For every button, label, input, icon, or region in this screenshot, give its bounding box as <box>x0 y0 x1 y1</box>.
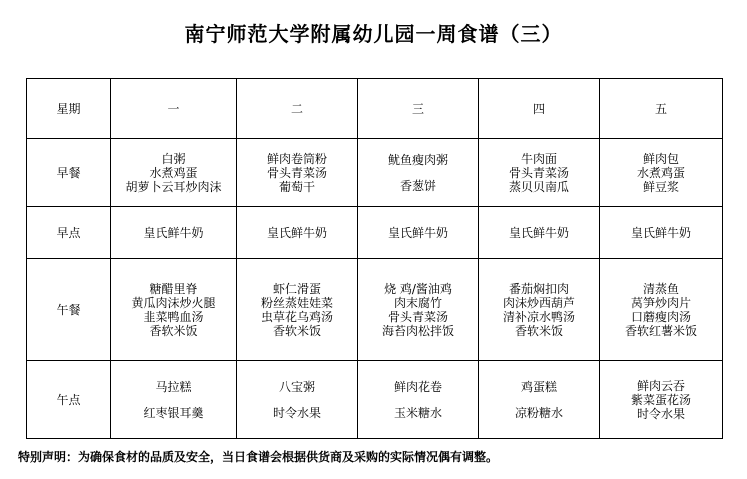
menu-cell <box>237 361 358 439</box>
corner-cell: 星期 <box>27 79 111 139</box>
dish: 马拉糕 <box>155 379 192 394</box>
row-label-breakfast: 早餐 <box>27 139 111 207</box>
dish: 香软红薯米饭 <box>624 323 697 338</box>
dish: 海苔肉松拌饭 <box>381 323 454 338</box>
dish: 玉米糖水 <box>393 405 442 420</box>
dish: 皇氏鲜牛奶 <box>630 225 691 240</box>
row-label-lunch: 午餐 <box>27 259 111 361</box>
dish: 糖醋里脊 <box>149 281 198 296</box>
dish: 鲜肉卷筒粉 <box>266 151 327 166</box>
dish: 胡萝卜云耳炒肉沫 <box>125 179 222 194</box>
dish: 骨头青菜汤 <box>266 165 327 180</box>
dish: 香软米饭 <box>514 323 563 338</box>
dish: 肉末腐竹 <box>393 295 442 310</box>
menu-cell <box>600 139 723 207</box>
dish: 凉粉糖水 <box>514 405 563 420</box>
breakfast-row <box>27 139 723 207</box>
menu-cell <box>237 207 358 259</box>
weekly-menu-table <box>26 78 723 439</box>
dish: 虫草花乌鸡汤 <box>260 309 333 324</box>
special-notice: 特别声明：为确保食材的品质及安全，当日食谱会根据供货商及采购的实际情况偶有调整。 <box>18 450 499 464</box>
morning-snack-row <box>27 207 723 259</box>
dish: 葡萄干 <box>278 179 315 194</box>
dish: 红枣银耳羹 <box>143 405 204 420</box>
dish: 皇氏鲜牛奶 <box>387 225 448 240</box>
dish: 香软米饭 <box>272 323 321 338</box>
menu-cell <box>111 361 237 439</box>
dish: 清补凉水鸭汤 <box>502 309 575 324</box>
afternoon-snack-row <box>27 361 723 439</box>
menu-cell <box>111 207 237 259</box>
page-title: 南宁师范大学附属幼儿园一周食谱（三） <box>184 22 563 46</box>
day-header-tue: 二 <box>237 79 358 139</box>
dish: 鱿鱼瘦肉粥 <box>387 152 448 167</box>
day-header-mon: 一 <box>111 79 237 139</box>
dish: 鸡蛋糕 <box>520 379 557 394</box>
dish: 牛肉面 <box>520 151 557 166</box>
menu-cell <box>479 361 600 439</box>
menu-cell <box>358 139 479 207</box>
dish: 时令水果 <box>272 405 321 420</box>
dish: 蒸贝贝南瓜 <box>508 179 569 194</box>
header-row <box>27 79 723 139</box>
row-label-afternoon-snack: 午点 <box>27 361 111 439</box>
dish: 口蘑瘦肉汤 <box>630 309 691 324</box>
dish: 鲜豆浆 <box>642 179 679 194</box>
dish: 粉丝蒸娃娃菜 <box>260 295 333 310</box>
menu-cell <box>358 361 479 439</box>
day-header-fri: 五 <box>600 79 723 139</box>
dish: 白粥 <box>161 151 186 166</box>
menu-cell <box>600 361 723 439</box>
dish: 黄瓜肉沫炒火腿 <box>131 295 216 310</box>
dish: 鲜肉云吞 <box>636 378 685 393</box>
dish: 皇氏鲜牛奶 <box>508 225 569 240</box>
menu-cell <box>358 259 479 361</box>
menu-cell <box>479 207 600 259</box>
menu-cell <box>358 207 479 259</box>
menu-cell <box>111 139 237 207</box>
dish: 水煮鸡蛋 <box>149 165 198 180</box>
dish: 水煮鸡蛋 <box>636 165 685 180</box>
menu-cell <box>479 259 600 361</box>
day-header-wed: 三 <box>358 79 479 139</box>
dish: 肉沫炒西葫芦 <box>502 295 575 310</box>
dish: 虾仁滑蛋 <box>272 281 321 296</box>
dish: 烧 鸡/酱油鸡 <box>384 281 452 296</box>
dish: 鲜肉包 <box>642 151 679 166</box>
dish: 香软米饭 <box>149 323 198 338</box>
dish: 韭菜鸭血汤 <box>143 309 204 324</box>
dish: 香葱饼 <box>399 178 436 193</box>
dish: 八宝粥 <box>278 379 315 394</box>
menu-cell <box>237 139 358 207</box>
dish: 骨头青菜汤 <box>387 309 448 324</box>
dish: 时令水果 <box>636 406 685 421</box>
dish: 皇氏鲜牛奶 <box>143 225 204 240</box>
dish: 番茄焖扣肉 <box>508 281 569 296</box>
dish: 鲜肉花卷 <box>393 379 442 394</box>
dish: 莴笋炒肉片 <box>630 295 691 310</box>
menu-cell <box>600 207 723 259</box>
menu-cell <box>479 139 600 207</box>
dish: 骨头青菜汤 <box>508 165 569 180</box>
day-header-thu: 四 <box>479 79 600 139</box>
menu-cell <box>600 259 723 361</box>
dish: 清蒸鱼 <box>642 281 679 296</box>
menu-cell <box>237 259 358 361</box>
row-label-morning-snack: 早点 <box>27 207 111 259</box>
dish: 紫菜蛋花汤 <box>630 392 691 407</box>
dish: 皇氏鲜牛奶 <box>266 225 327 240</box>
menu-cell <box>111 259 237 361</box>
lunch-row <box>27 259 723 361</box>
